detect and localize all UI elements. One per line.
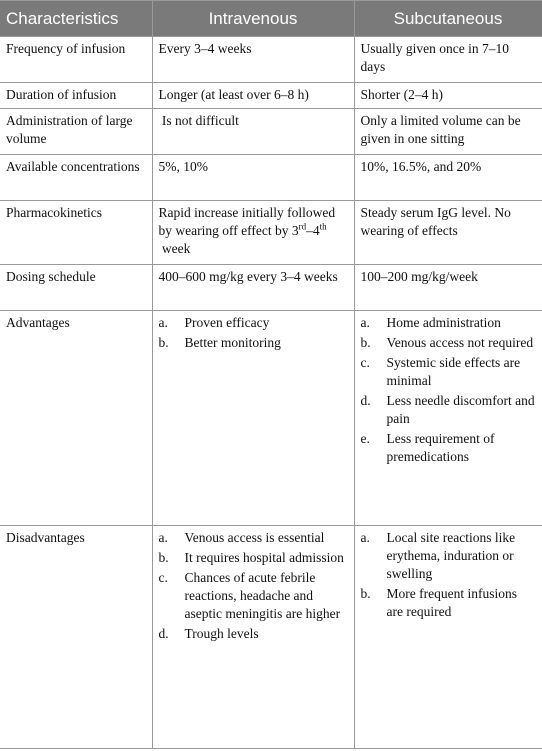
header-characteristics: Characteristics xyxy=(0,1,152,37)
list-marker: b. xyxy=(360,586,371,601)
table-row xyxy=(0,311,542,526)
list-item xyxy=(159,569,348,623)
list-marker: b. xyxy=(158,550,169,565)
list-marker: a. xyxy=(360,315,370,330)
disadvantages-iv-list xyxy=(159,529,348,643)
list-item-text: Better monitoring xyxy=(184,335,281,350)
list-item xyxy=(159,314,348,332)
sc-cell xyxy=(354,311,542,526)
iv-cell: 5%, 10% xyxy=(152,155,354,201)
row-label: Dosing schedule xyxy=(0,265,152,311)
advantages-iv-list xyxy=(159,314,348,352)
list-item-text: Local site reactions like erythema, induration or swelling xyxy=(386,530,516,581)
list-item xyxy=(361,392,536,428)
list-item xyxy=(361,529,536,583)
list-item-text: Less needle discomfort and pain xyxy=(386,393,535,426)
row-label: Advantages xyxy=(0,311,152,526)
list-marker: c. xyxy=(360,355,370,370)
pk-text-pre: Rapid increase initially followed by wearing off effect by 3 xyxy=(158,205,336,238)
sc-cell: Shorter (2–4 h) xyxy=(354,83,542,109)
list-item-text: Proven efficacy xyxy=(184,315,270,330)
sc-cell xyxy=(354,526,542,749)
pk-sup-rd: rd xyxy=(298,221,307,232)
table-row xyxy=(0,83,542,109)
list-item xyxy=(159,549,348,567)
row-label: Available concentrations xyxy=(0,155,152,201)
sc-cell: Usually given once in 7–10 days xyxy=(354,37,542,83)
sc-cell: 100–200 mg/kg/week xyxy=(354,265,542,311)
row-label: Disadvantages xyxy=(0,526,152,749)
list-item xyxy=(361,314,536,332)
list-marker: a. xyxy=(158,530,168,545)
list-item xyxy=(361,585,536,621)
list-marker: e. xyxy=(360,431,370,446)
disadvantages-sc-list xyxy=(361,529,536,621)
list-marker: b. xyxy=(360,335,371,350)
iv-cell: Every 3–4 weeks xyxy=(152,37,354,83)
list-item-text: Trough levels xyxy=(184,626,259,641)
list-marker: d. xyxy=(360,393,371,408)
list-item xyxy=(159,334,348,352)
list-marker: b. xyxy=(158,335,169,350)
list-item-text: Chances of acute febrile reactions, headache and aseptic meningitis are higher xyxy=(184,570,341,621)
list-item-text: Home administration xyxy=(386,315,501,330)
list-item xyxy=(159,625,348,643)
list-item-text: Venous access is essential xyxy=(184,530,325,545)
table-row xyxy=(0,201,542,265)
row-label: Administration of large volume xyxy=(0,109,152,155)
list-item-text: Less requirement of premedications xyxy=(386,431,495,464)
row-label: Frequency of infusion xyxy=(0,37,152,83)
table-row xyxy=(0,109,542,155)
pk-text-mid: –4 xyxy=(306,223,320,238)
sc-cell: Only a limited volume can be given in one sitting xyxy=(354,109,542,155)
header-subcutaneous: Subcutaneous xyxy=(354,1,542,37)
header-intravenous: Intravenous xyxy=(152,1,354,37)
list-marker: d. xyxy=(158,626,169,641)
iv-cell: 400–600 mg/kg every 3–4 weeks xyxy=(152,265,354,311)
table-row xyxy=(0,155,542,201)
list-item-text: More frequent infusions are required xyxy=(386,586,517,619)
header-row xyxy=(0,1,542,37)
iv-cell xyxy=(152,201,354,265)
iv-cell xyxy=(152,526,354,749)
sc-cell: 10%, 16.5%, and 20% xyxy=(354,155,542,201)
list-item xyxy=(159,529,348,547)
table-row xyxy=(0,37,542,83)
row-label: Duration of infusion xyxy=(0,83,152,109)
table-row xyxy=(0,526,542,749)
list-item-text: Systemic side effects are minimal xyxy=(386,355,521,388)
iv-cell: Is not difficult xyxy=(152,109,354,155)
list-item xyxy=(361,354,536,390)
row-label: Pharmacokinetics xyxy=(0,201,152,265)
pk-sup-th: th xyxy=(319,221,327,232)
list-marker: a. xyxy=(158,315,168,330)
list-marker: c. xyxy=(158,570,168,585)
list-item xyxy=(361,430,536,466)
list-marker: a. xyxy=(360,530,370,545)
iv-cell xyxy=(152,311,354,526)
sc-cell: Steady serum IgG level. No wearing of effects xyxy=(354,201,542,265)
table-row xyxy=(0,265,542,311)
list-item-text: Venous access not required xyxy=(386,335,534,350)
pk-text-post: week xyxy=(158,241,191,256)
iv-cell: Longer (at least over 6–8 h) xyxy=(152,83,354,109)
advantages-sc-list xyxy=(361,314,536,466)
list-item-text: It requires hospital admission xyxy=(184,550,344,565)
list-item xyxy=(361,334,536,352)
